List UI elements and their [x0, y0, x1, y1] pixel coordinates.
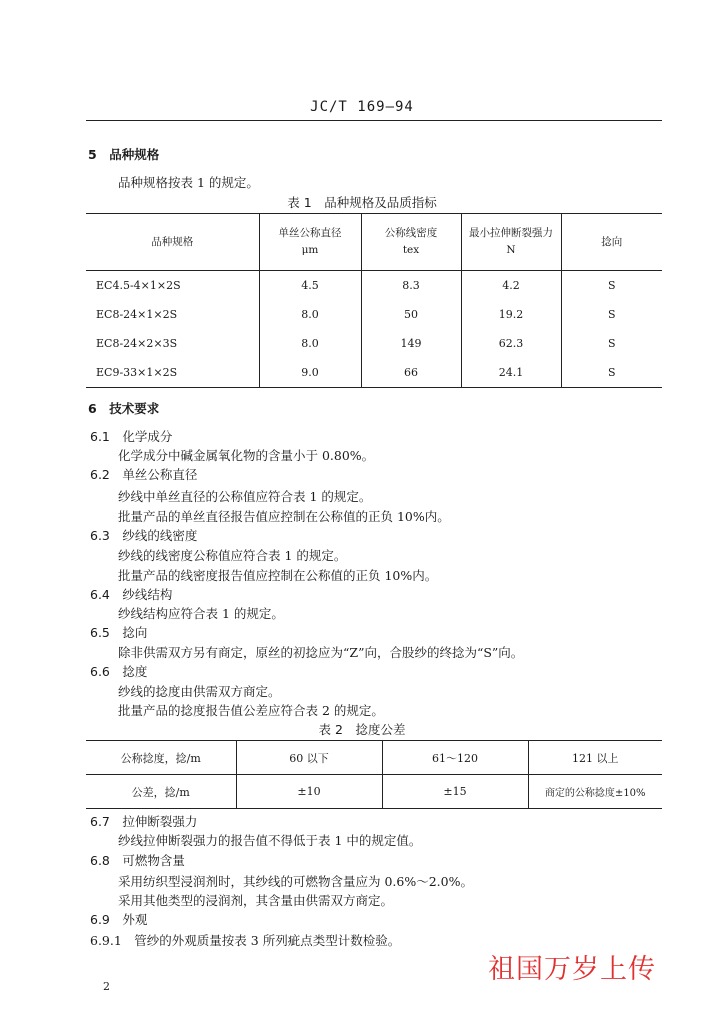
table-1-header-row	[86, 214, 662, 271]
section-6-3-text-1: 纱线的线密度公称值应符合表 1 的规定。	[118, 548, 347, 563]
table-1-header-cell: 公称线密度 tex	[361, 214, 461, 271]
section-6-8-text-1: 采用纺织型浸润剂时，其纱线的可燃物含量应为 0.6%～2.0%。	[118, 874, 473, 889]
table-1-header-cell: 单丝公称直径 μm	[259, 214, 361, 271]
table-cell: 4.5	[259, 271, 361, 301]
table-cell: S	[607, 337, 616, 350]
table-cell: 商定的公称捻度±10%	[528, 775, 662, 809]
section-6-8-text-2: 采用其他类型的浸润剂，其含量由供需双方商定。	[118, 893, 394, 908]
section-6-6-title: 6.6 捻度	[90, 664, 148, 679]
table-row	[86, 775, 662, 809]
table-cell: 8.0	[259, 300, 361, 329]
section-5-text: 品种规格按表 1 的规定。	[118, 175, 259, 190]
section-6-8-title: 6.8 可燃物含量	[90, 853, 185, 868]
table-cell: 60 以下	[236, 741, 382, 775]
section-6-5-title: 6.5 捻向	[90, 625, 148, 640]
section-6-5-text: 除非供需双方另有商定，原丝的初捻应为“Z”向，合股纱的终捻为“S”向。	[118, 645, 524, 660]
header-rule	[86, 120, 662, 121]
table-row	[86, 300, 662, 329]
table-cell: 9.0	[259, 358, 361, 388]
table-cell: EC9-33×1×2S	[86, 358, 259, 388]
table-2	[86, 740, 662, 809]
section-6-4-title: 6.4 纱线结构	[90, 587, 173, 602]
table-cell: 8.0	[259, 329, 361, 358]
table-cell: 19.2	[461, 300, 561, 329]
table-row	[86, 358, 662, 388]
table-cell: 公差，捻/m	[86, 775, 236, 809]
table-1	[86, 213, 662, 388]
section-6-2-text-1: 纱线中单丝直径的公称值应符合表 1 的规定。	[118, 489, 372, 504]
table-cell: 62.3	[461, 329, 561, 358]
section-6-1-title: 6.1 化学成分	[90, 429, 173, 444]
table-row	[86, 271, 662, 301]
table-cell: EC8-24×2×3S	[86, 329, 259, 358]
table-cell: 50	[361, 300, 461, 329]
table-1-header-cell: 最小拉伸断裂强力 N	[461, 214, 561, 271]
table-cell: EC8-24×1×2S	[86, 300, 259, 329]
table-cell: 4.2	[461, 271, 561, 301]
table-cell: S	[607, 366, 616, 379]
section-6-7-title: 6.7 拉伸断裂强力	[90, 814, 198, 829]
section-6-3-text-2: 批量产品的线密度报告值应控制在公称值的正负 10%内。	[118, 568, 438, 583]
table-cell: ±15	[382, 775, 528, 809]
table-cell: 149	[361, 329, 461, 358]
section-6-4-text: 纱线结构应符合表 1 的规定。	[118, 606, 284, 621]
section-5-heading: 5 品种规格	[88, 147, 160, 162]
table-cell: 61～120	[382, 741, 528, 775]
section-6-6-text-2: 批量产品的捻度报告值公差应符合表 2 的规定。	[118, 703, 384, 718]
table-cell: EC4.5-4×1×2S	[86, 271, 259, 301]
section-6-3-title: 6.3 纱线的线密度	[90, 528, 198, 543]
table-cell: 121 以上	[528, 741, 662, 775]
table-row	[86, 741, 662, 775]
page-number: 2	[103, 980, 110, 993]
table-1-header-cell: 捻向	[561, 214, 662, 271]
section-6-heading: 6 技术要求	[88, 401, 160, 416]
table-cell: 公称捻度，捻/m	[86, 741, 236, 775]
section-6-9-title: 6.9 外观	[90, 912, 148, 927]
section-6-6-text-1: 纱线的捻度由供需双方商定。	[118, 684, 281, 699]
table-cell: S	[607, 279, 616, 292]
table-cell: S	[607, 308, 616, 321]
standard-code-header: JC/T 169—94	[310, 99, 414, 115]
table-1-caption: 表 1 品种规格及品质指标	[287, 195, 437, 210]
upload-watermark-text: 祖国万岁上传	[488, 954, 656, 985]
table-2-caption: 表 2 捻度公差	[318, 722, 406, 737]
section-6-1-text: 化学成分中碱金属氧化物的含量小于 0.80%。	[118, 448, 375, 463]
section-6-7-text: 纱线拉伸断裂强力的报告值不得低于表 1 中的规定值。	[118, 833, 422, 848]
table-row	[86, 329, 662, 358]
table-cell: ±10	[236, 775, 382, 809]
section-6-2-title: 6.2 单丝公称直径	[90, 467, 198, 482]
section-6-9-1-text: 6.9.1 管纱的外观质量按表 3 所列疵点类型计数检验。	[90, 933, 401, 948]
table-1-header-cell: 品种规格	[86, 214, 259, 271]
table-cell: 24.1	[461, 358, 561, 388]
table-cell: 66	[361, 358, 461, 388]
section-6-2-text-2: 批量产品的单丝直径报告值应控制在公称值的正负 10%内。	[118, 509, 450, 524]
table-cell: 8.3	[361, 271, 461, 301]
